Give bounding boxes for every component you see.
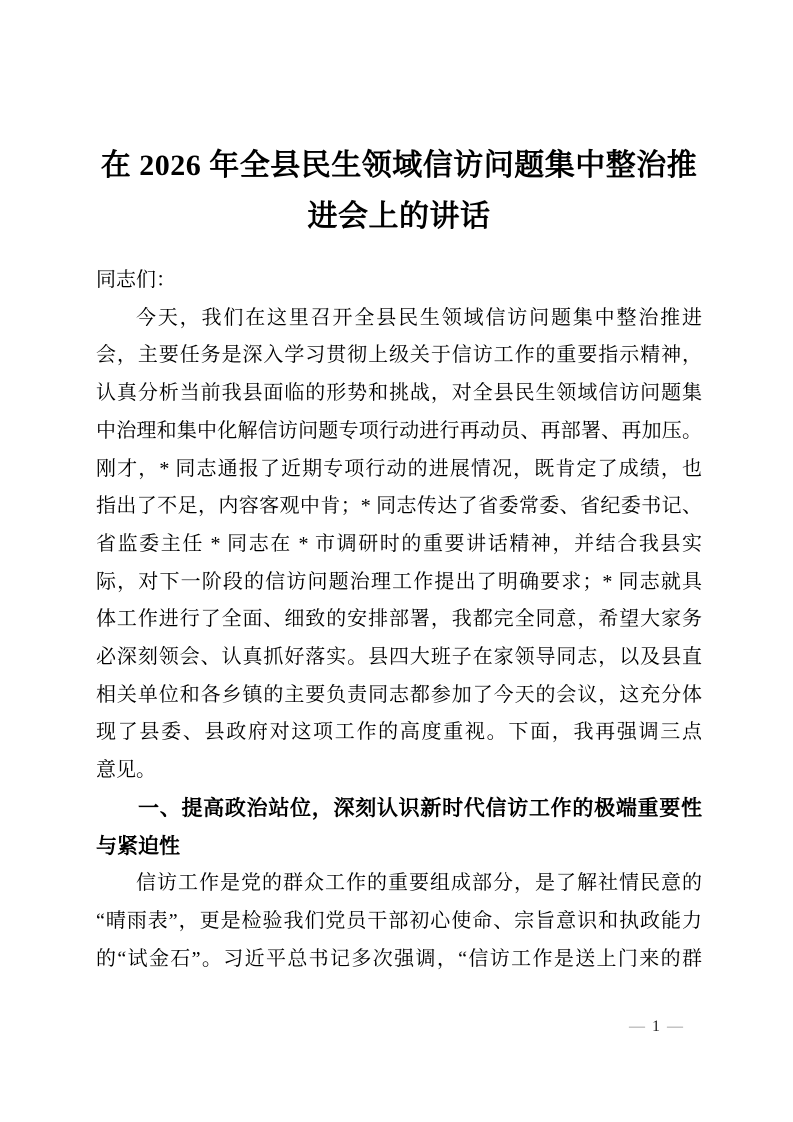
body-text-line: 现了县委、县政府对这项工作的高度重视。下面，我再强调三点 <box>96 721 702 744</box>
document-title-line-2: 进会上的讲话 <box>307 200 491 233</box>
document-title <box>96 140 702 242</box>
page-number: 1 <box>652 1018 660 1035</box>
document-body <box>96 262 702 978</box>
body-text-line: 会，主要任务是深入学习贯彻上级关于信访工作的重要指示精神， <box>96 344 702 367</box>
body-text-line: 的“试金石”。习近平总书记多次强调，“信访工作是送上门来的群 <box>96 947 702 970</box>
body-text-line: “晴雨表”，更是检验我们党员干部初心使命、宗旨意识和执政能力 <box>96 909 702 932</box>
page-number-footer <box>629 1018 683 1036</box>
body-text-line: 中治理和集中化解信访问题专项行动进行再动员、再部署、再加压。 <box>96 419 702 442</box>
body-text-line: 同志们： <box>96 269 176 291</box>
body-text-line: 刚才，* 同志通报了近期专项行动的进展情况，既肯定了成绩，也 <box>96 457 702 480</box>
body-text-line: 省监委主任 * 同志在 * 市调研时的重要讲话精神，并结合我县实 <box>96 532 702 555</box>
body-text-line: 信访工作是党的群众工作的重要组成部分，是了解社情民意的 <box>136 872 702 895</box>
body-text-line: 际，对下一阶段的信访问题治理工作提出了明确要求；* 同志就具 <box>96 570 702 593</box>
document-title-line-1: 在 2026 年全县民生领域信访问题集中整治推 <box>100 149 698 182</box>
body-text-line: 体工作进行了全面、细致的安排部署，我都完全同意，希望大家务 <box>96 608 702 631</box>
section-heading-line: 一、提高政治站位，深刻认识新时代信访工作的极端重要性 <box>138 796 702 820</box>
page-number-dash-right: — <box>667 1018 683 1035</box>
body-text-line: 今天，我们在这里召开全县民生领域信访问题集中整治推进 <box>136 306 702 329</box>
body-text-line: 必深刻领会、认真抓好落实。县四大班子在家领导同志，以及县直 <box>96 646 702 669</box>
text-column <box>96 0 702 978</box>
body-text-line: 意见。 <box>96 759 156 782</box>
section-heading-line: 与紧迫性 <box>96 834 180 858</box>
page-number-dash-left: — <box>629 1018 645 1035</box>
body-text-line: 认真分析当前我县面临的形势和挑战，对全县民生领域信访问题集 <box>96 382 702 405</box>
body-text-line: 指出了不足，内容客观中肯；* 同志传达了省委常委、省纪委书记、 <box>96 495 702 518</box>
body-text-line: 相关单位和各乡镇的主要负责同志都参加了今天的会议，这充分体 <box>96 683 702 706</box>
